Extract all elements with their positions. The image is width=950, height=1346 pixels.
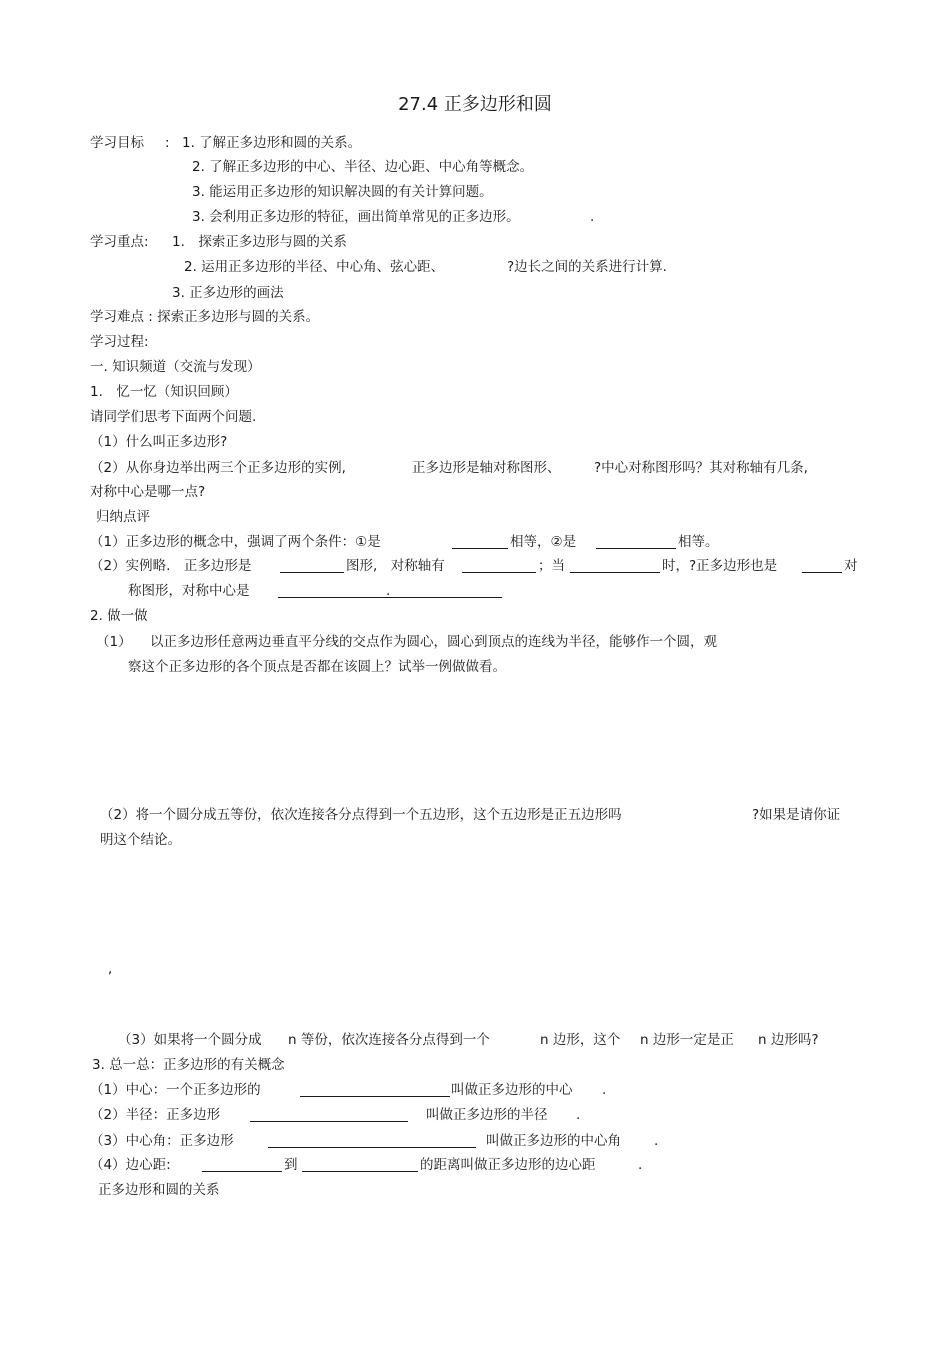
summary-2c: ；当 xyxy=(538,558,565,574)
objective-4: 3. 会利用正多边形的特征，画出简单常见的正多边形。 xyxy=(192,209,520,225)
question-1: （1）什么叫正多边形? xyxy=(90,434,228,450)
concept-4a: （4）边心距: xyxy=(90,1157,171,1173)
objective-end-dot: . xyxy=(590,209,595,225)
section-1-heading: 一. 知识频道（交流与发现） xyxy=(90,359,261,375)
summary-1b: 相等，②是 xyxy=(510,534,577,550)
blank-6[interactable] xyxy=(802,558,842,573)
blank-12[interactable] xyxy=(302,1157,418,1172)
concept-4-dot: . xyxy=(638,1157,643,1173)
activity-3c: n 边形，这个 xyxy=(540,1032,621,1048)
concept-1b: 叫做正多边形的中心 xyxy=(451,1082,573,1098)
objective-2: 2. 了解正多边形的中心、半径、边心距、中心角等概念。 xyxy=(192,159,534,175)
blank-4[interactable] xyxy=(462,558,536,573)
concept-1-dot: . xyxy=(602,1082,607,1098)
concept-2a: （2）半径：正多边形 xyxy=(90,1107,221,1123)
blank-3[interactable] xyxy=(280,558,344,573)
activity-3e: n 边形吗? xyxy=(758,1032,819,1048)
blank-2[interactable] xyxy=(596,534,676,549)
blank-9[interactable] xyxy=(250,1107,408,1122)
concept-3a: （3）中心角：正多边形 xyxy=(90,1133,234,1149)
concept-2-dot: . xyxy=(576,1107,581,1123)
summary-label: 归纳点评 xyxy=(96,509,150,525)
concept-4c: 的距离叫做正多边形的边心距 xyxy=(420,1157,596,1173)
blank-5[interactable] xyxy=(570,558,660,573)
objectives-sep: : xyxy=(165,135,170,151)
subsection-2-heading: 2. 做一做 xyxy=(90,608,148,624)
activity-2b: ?如果是请你证 xyxy=(752,807,841,823)
summary-2b: 图形, 对称轴有 xyxy=(346,558,445,574)
key-point-3: 3. 正多边形的画法 xyxy=(172,285,284,301)
summary-1c: 相等。 xyxy=(678,534,719,550)
intro-text: 请同学们思考下面两个问题. xyxy=(90,409,257,425)
page-title: 27.4 正多边形和圆 xyxy=(398,94,552,115)
activity-3b: n 等份，依次连接各分点得到一个 xyxy=(288,1032,490,1048)
objective-3: 3. 能运用正多边形的知识解决圆的有关计算问题。 xyxy=(192,184,493,200)
key-point-2a: 2. 运用正多边形的半径、中心角、弦心距、 xyxy=(184,259,445,275)
blank-10[interactable] xyxy=(268,1133,476,1148)
activity-1-number: （1） xyxy=(96,634,132,650)
summary-2e: 对 xyxy=(844,558,858,574)
subsection-3-heading: 3. 总一总：正多边形的有关概念 xyxy=(92,1057,285,1073)
concept-4b: 到 xyxy=(284,1157,298,1173)
blank-8[interactable] xyxy=(300,1082,450,1097)
key-point-2b: ?边长之间的关系进行计算. xyxy=(507,259,667,275)
summary-2a: （2）实例略. 正多边形是 xyxy=(90,558,252,574)
question-2c: ?中心对称图形吗？其对称轴有几条, xyxy=(594,460,808,476)
blank-1[interactable] xyxy=(452,534,508,549)
question-2d: 对称中心是哪一点? xyxy=(90,484,206,500)
summary-2g: . xyxy=(386,583,391,599)
concept-3-dot: . xyxy=(654,1133,659,1149)
activity-3d: n 边形一定是正 xyxy=(640,1032,734,1048)
activity-2c: 明这个结论。 xyxy=(100,832,181,848)
objective-1: 1. 了解正多边形和圆的关系。 xyxy=(182,135,362,151)
concept-2b: 叫做正多边形的半径 xyxy=(426,1107,548,1123)
stray-comma: , xyxy=(108,961,113,977)
blank-11[interactable] xyxy=(202,1157,282,1172)
summary-1a: （1）正多边形的概念中，强调了两个条件：①是 xyxy=(90,534,381,550)
activity-3a: （3）如果将一个圆分成 xyxy=(118,1032,262,1048)
relation-heading: 正多边形和圆的关系 xyxy=(98,1182,220,1198)
activity-2a: （2）将一个圆分成五等份，依次连接各分点得到一个五边形，这个五边形是正五边形吗 xyxy=(100,807,622,823)
subsection-1-heading: 1. 忆一忆（知识回顾） xyxy=(90,384,238,400)
key-point-1: 1. 探索正多边形与圆的关系 xyxy=(172,234,347,250)
difficulty: 学习难点 : 探索正多边形与圆的关系。 xyxy=(90,309,320,325)
concept-1a: （1）中心：一个正多边形的 xyxy=(90,1082,261,1098)
activity-1a: 以正多边形任意两边垂直平分线的交点作为圆心，圆心到顶点的连线为半径，能够作一个圆，观 xyxy=(150,634,717,650)
question-2a: （2）从你身边举出两三个正多边形的实例, xyxy=(90,460,346,476)
concept-3b: 叫做正多边形的中心角 xyxy=(486,1133,621,1149)
question-2b: 正多边形是轴对称图形、 xyxy=(412,460,561,476)
summary-2d: 时，?正多边形也是 xyxy=(662,558,778,574)
activity-1b: 察这个正多边形的各个顶点是否都在该圆上？试举一例做做看。 xyxy=(128,659,506,675)
objectives-label: 学习目标 xyxy=(90,135,144,151)
process-label: 学习过程: xyxy=(90,334,149,350)
summary-2f: 称图形，对称中心是 xyxy=(128,583,250,599)
key-points-label: 学习重点: xyxy=(90,234,149,250)
